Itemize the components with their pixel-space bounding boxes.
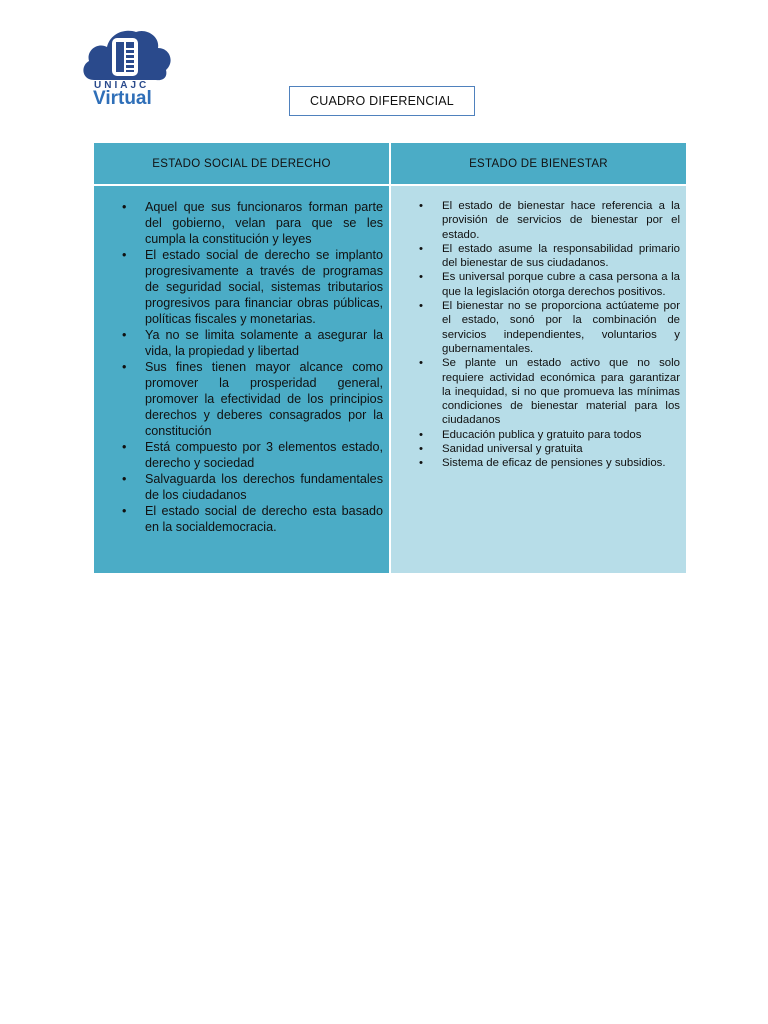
column-header-estado-bienestar: ESTADO DE BIENESTAR [391, 143, 686, 184]
list-item: • Sistema de eficaz de pensiones y subsidios. [411, 456, 680, 470]
list-item: • Sus fines tienen mayor alcance como promover la prosperidad general, promover la efectividad de los principios derechos y deberes consagrados por la constitución [114, 359, 383, 439]
list-item: • Se plante un estado activo que no solo requiere actividad económica para garantizar la inequidad, si no que promueva las mínimas condiciones de bienestar material para los ciudadanos [411, 356, 680, 427]
list-item: • El bienestar no se proporciona actúateme por el estado, sonó por la combinación de servicios independientes, voluntarios y gubernamentales. [411, 299, 680, 356]
list-item: • Es universal porque cubre a casa persona a la que la legislación otorga derechos positivos. [411, 270, 680, 299]
list-item: • Educación publica y gratuito para todos [411, 428, 680, 442]
column-header-estado-social: ESTADO SOCIAL DE DERECHO [94, 143, 389, 184]
estado-bienestar-cell [391, 186, 686, 573]
list-item: • El estado de bienestar hace referencia a la provisión de servicios de bienestar por el estado. [411, 199, 680, 242]
list-item: • Ya no se limita solamente a asegurar la vida, la propiedad y libertad [114, 327, 383, 359]
comparison-table [94, 143, 686, 573]
list-item: • El estado asume la responsabilidad primario del bienestar de sus ciudadanos. [411, 242, 680, 271]
cloud-logo-icon [80, 28, 174, 84]
list-item: • El estado social de derecho se implanto progresivamente a través de programas de seguridad social, sistemas tributarios progresivos para financiar obras públicas, políticas fiscales y monetarias. [114, 247, 383, 327]
list-item: • Salvaguarda los derechos fundamentales de los ciudadanos [114, 471, 383, 503]
document-title: CUADRO DIFERENCIAL [289, 86, 475, 116]
uniajc-virtual-logo [80, 28, 174, 110]
list-item: • Aquel que sus funcionaros forman parte del gobierno, velan para que se les cumpla la constitución y leyes [114, 199, 383, 247]
list-item: • Sanidad universal y gratuita [411, 442, 680, 456]
estado-social-cell [94, 186, 389, 573]
logo-virtual-text: Virtual [93, 88, 152, 109]
logo-uniajc-text: UNIAJC [94, 80, 150, 91]
list-item: • El estado social de derecho esta basado en la socialdemocracia. [114, 503, 383, 535]
estado-social-list [114, 199, 383, 535]
list-item: • Está compuesto por 3 elementos estado, derecho y sociedad [114, 439, 383, 471]
estado-bienestar-list [411, 199, 680, 471]
